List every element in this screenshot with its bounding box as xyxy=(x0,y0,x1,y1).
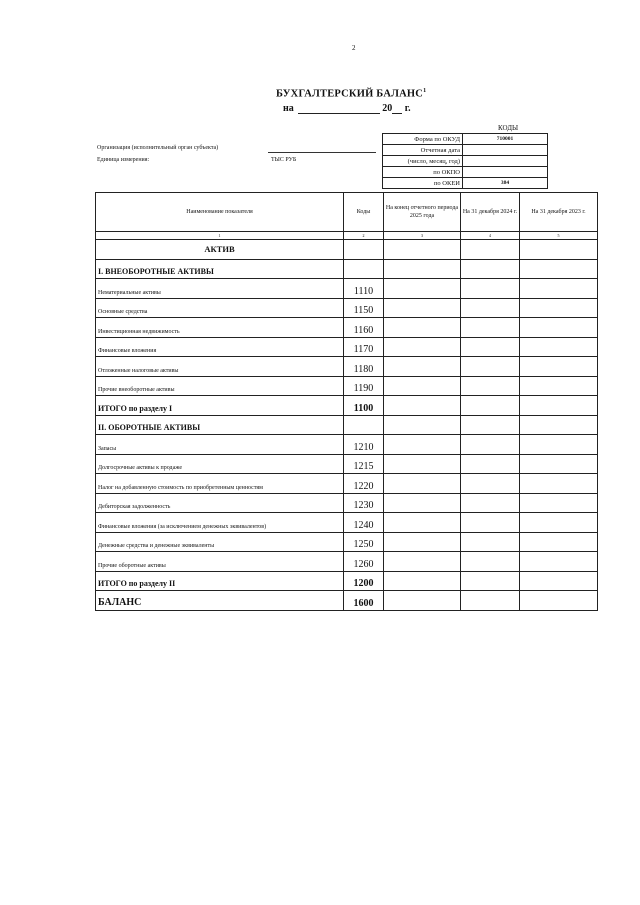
value-cell-col5[interactable] xyxy=(520,279,598,299)
value-cell-col3[interactable] xyxy=(384,571,461,591)
codes-value xyxy=(463,145,548,156)
value-cell-col3[interactable] xyxy=(384,318,461,338)
value-cell-col3[interactable] xyxy=(384,532,461,552)
table-row xyxy=(96,298,598,318)
codes-header: КОДЫ xyxy=(498,124,519,132)
row-name: Инвестиционная недвижимость xyxy=(96,318,344,338)
codes-value xyxy=(463,156,548,167)
row-code: 1190 xyxy=(344,376,384,396)
value-cell-col4[interactable] xyxy=(461,454,520,474)
table-row xyxy=(96,513,598,533)
value-cell-col5[interactable] xyxy=(520,396,598,416)
value-cell-col4[interactable] xyxy=(461,279,520,299)
row-code: 1240 xyxy=(344,513,384,533)
value-cell-col5[interactable] xyxy=(520,513,598,533)
year-blank xyxy=(392,104,402,114)
codes-table xyxy=(382,133,548,189)
row-code: 1260 xyxy=(344,552,384,572)
row-code: 1220 xyxy=(344,474,384,494)
value-cell-col5[interactable] xyxy=(520,532,598,552)
table-row xyxy=(96,357,598,377)
column-number-row xyxy=(96,232,598,240)
row-code: 1210 xyxy=(344,435,384,455)
colnum-4: 4 xyxy=(461,232,520,240)
value-cell-col5[interactable] xyxy=(520,474,598,494)
value-cell-col5[interactable] xyxy=(520,357,598,377)
row-code: 1600 xyxy=(344,591,384,611)
value-cell-col4[interactable] xyxy=(461,357,520,377)
row-code: 1200 xyxy=(344,571,384,591)
table-row xyxy=(96,493,598,513)
value-cell-col3[interactable] xyxy=(384,552,461,572)
row-name: Прочие оборотные активы xyxy=(96,552,344,572)
row-code: 1230 xyxy=(344,493,384,513)
row-name: Дебиторская задолженность xyxy=(96,493,344,513)
table-row xyxy=(96,396,598,416)
value-cell-col4[interactable] xyxy=(461,435,520,455)
row-name: Долгосрочные активы к продаже xyxy=(96,454,344,474)
active-code-cell xyxy=(344,240,384,260)
value-cell-col5[interactable] xyxy=(520,259,598,279)
row-name: Запасы xyxy=(96,435,344,455)
header-code: Коды xyxy=(344,193,384,232)
value-cell-col5[interactable] xyxy=(520,571,598,591)
row-name: Денежные средства и денежные эквиваленты xyxy=(96,532,344,552)
balance-table xyxy=(95,192,598,611)
row-name: Отложенные налоговые активы xyxy=(96,357,344,377)
row-name: Финансовые вложения (за исключением денежных эквивалентов) xyxy=(96,513,344,533)
active-cell-3 xyxy=(384,240,461,260)
unit-label: Единица измерения: xyxy=(97,157,150,163)
row-name: ИТОГО по разделу I xyxy=(96,396,344,416)
header-2024: На 31 декабря 2024 г. xyxy=(461,193,520,232)
value-cell-col3[interactable] xyxy=(384,474,461,494)
codes-row xyxy=(383,145,548,156)
table-row xyxy=(96,571,598,591)
row-name: ИТОГО по разделу II xyxy=(96,571,344,591)
value-cell-col3[interactable] xyxy=(384,591,461,611)
year-prefix: 20 xyxy=(382,103,393,114)
row-code xyxy=(344,415,384,435)
row-name: БАЛАНС xyxy=(96,591,344,611)
codes-row xyxy=(383,156,548,167)
codes-row xyxy=(383,178,548,189)
value-cell-col4[interactable] xyxy=(461,415,520,435)
table-row xyxy=(96,474,598,494)
value-cell-col4[interactable] xyxy=(461,532,520,552)
table-row xyxy=(96,435,598,455)
value-cell-col4[interactable] xyxy=(461,571,520,591)
row-name: Финансовые вложения xyxy=(96,337,344,357)
codes-label: (число, месяц, год) xyxy=(383,156,463,167)
value-cell-col3[interactable] xyxy=(384,435,461,455)
date-line xyxy=(283,103,411,114)
codes-label: Форма по ОКУД xyxy=(383,134,463,145)
row-code: 1100 xyxy=(344,396,384,416)
table-row xyxy=(96,279,598,299)
value-cell-col3[interactable] xyxy=(384,298,461,318)
value-cell-col4[interactable] xyxy=(461,337,520,357)
value-cell-col5[interactable] xyxy=(520,318,598,338)
codes-label: по ОКПО xyxy=(383,167,463,178)
row-name: Нематериальные активы xyxy=(96,279,344,299)
codes-label: по ОКЕИ xyxy=(383,178,463,189)
header-2025: На конец отчетного периода 2025 года xyxy=(384,193,461,232)
value-cell-col5[interactable] xyxy=(520,454,598,474)
codes-row xyxy=(383,134,548,145)
colnum-3: 3 xyxy=(384,232,461,240)
date-prefix: на xyxy=(283,103,294,114)
value-cell-col4[interactable] xyxy=(461,552,520,572)
table-row xyxy=(96,376,598,396)
table-header-row xyxy=(96,193,598,232)
organization-line xyxy=(268,152,376,153)
value-cell-col3[interactable] xyxy=(384,259,461,279)
codes-label: Отчетная дата xyxy=(383,145,463,156)
row-code: 1110 xyxy=(344,279,384,299)
value-cell-col5[interactable] xyxy=(520,493,598,513)
table-row xyxy=(96,337,598,357)
table-row xyxy=(96,532,598,552)
active-cell-5 xyxy=(520,240,598,260)
value-cell-col3[interactable] xyxy=(384,454,461,474)
value-cell-col4[interactable] xyxy=(461,259,520,279)
table-row xyxy=(96,454,598,474)
table-row xyxy=(96,318,598,338)
page-number: 2 xyxy=(352,44,356,52)
value-cell-col4[interactable] xyxy=(461,474,520,494)
value-cell-col3[interactable] xyxy=(384,415,461,435)
row-code: 1215 xyxy=(344,454,384,474)
value-cell-col4[interactable] xyxy=(461,493,520,513)
value-cell-col5[interactable] xyxy=(520,552,598,572)
row-code: 1150 xyxy=(344,298,384,318)
row-name: Основные средства xyxy=(96,298,344,318)
row-code: 1250 xyxy=(344,532,384,552)
value-cell-col4[interactable] xyxy=(461,396,520,416)
row-code: 1160 xyxy=(344,318,384,338)
value-cell-col5[interactable] xyxy=(520,435,598,455)
table-row xyxy=(96,415,598,435)
value-cell-col4[interactable] xyxy=(461,513,520,533)
value-cell-col5[interactable] xyxy=(520,298,598,318)
value-cell-col4[interactable] xyxy=(461,318,520,338)
value-cell-col5[interactable] xyxy=(520,591,598,611)
value-cell-col3[interactable] xyxy=(384,513,461,533)
value-cell-col3[interactable] xyxy=(384,376,461,396)
table-row xyxy=(96,591,598,611)
row-name: Налог на добавленную стоимость по приобретенным ценностям xyxy=(96,474,344,494)
title-text: БУХГАЛТЕРСКИЙ БАЛАНС xyxy=(276,88,424,100)
value-cell-col3[interactable] xyxy=(384,493,461,513)
row-code xyxy=(344,259,384,279)
value-cell-col4[interactable] xyxy=(461,591,520,611)
row-name: Прочие внеоборотные активы xyxy=(96,376,344,396)
value-cell-col5[interactable] xyxy=(520,415,598,435)
codes-value: 710001 xyxy=(463,134,548,145)
header-name: Наименование показателя xyxy=(96,193,344,232)
table-row xyxy=(96,552,598,572)
active-heading: АКТИВ xyxy=(96,240,344,260)
unit-value: ТЫС РУБ xyxy=(271,157,297,163)
value-cell-col3[interactable] xyxy=(384,396,461,416)
codes-value: 384 xyxy=(463,178,548,189)
active-section-row xyxy=(96,240,598,260)
row-code: 1170 xyxy=(344,337,384,357)
year-suffix: г. xyxy=(404,103,411,114)
row-name: II. ОБОРОТНЫЕ АКТИВЫ xyxy=(96,415,344,435)
value-cell-col3[interactable] xyxy=(384,279,461,299)
value-cell-col4[interactable] xyxy=(461,298,520,318)
value-cell-col3[interactable] xyxy=(384,337,461,357)
codes-row xyxy=(383,167,548,178)
organization-label: Организация (исполнительный орган субъекта) xyxy=(97,145,219,151)
row-code: 1180 xyxy=(344,357,384,377)
row-name: I. ВНЕОБОРОТНЫЕ АКТИВЫ xyxy=(96,259,344,279)
value-cell-col5[interactable] xyxy=(520,376,598,396)
title-footnote: 1 xyxy=(423,88,427,94)
header-2023: На 31 декабря 2023 г. xyxy=(520,193,598,232)
value-cell-col3[interactable] xyxy=(384,357,461,377)
colnum-1: 1 xyxy=(96,232,344,240)
value-cell-col5[interactable] xyxy=(520,337,598,357)
colnum-5: 5 xyxy=(520,232,598,240)
colnum-2: 2 xyxy=(344,232,384,240)
value-cell-col4[interactable] xyxy=(461,376,520,396)
codes-value xyxy=(463,167,548,178)
active-cell-4 xyxy=(461,240,520,260)
document-title xyxy=(276,88,426,100)
table-row xyxy=(96,259,598,279)
date-blank xyxy=(298,104,380,114)
